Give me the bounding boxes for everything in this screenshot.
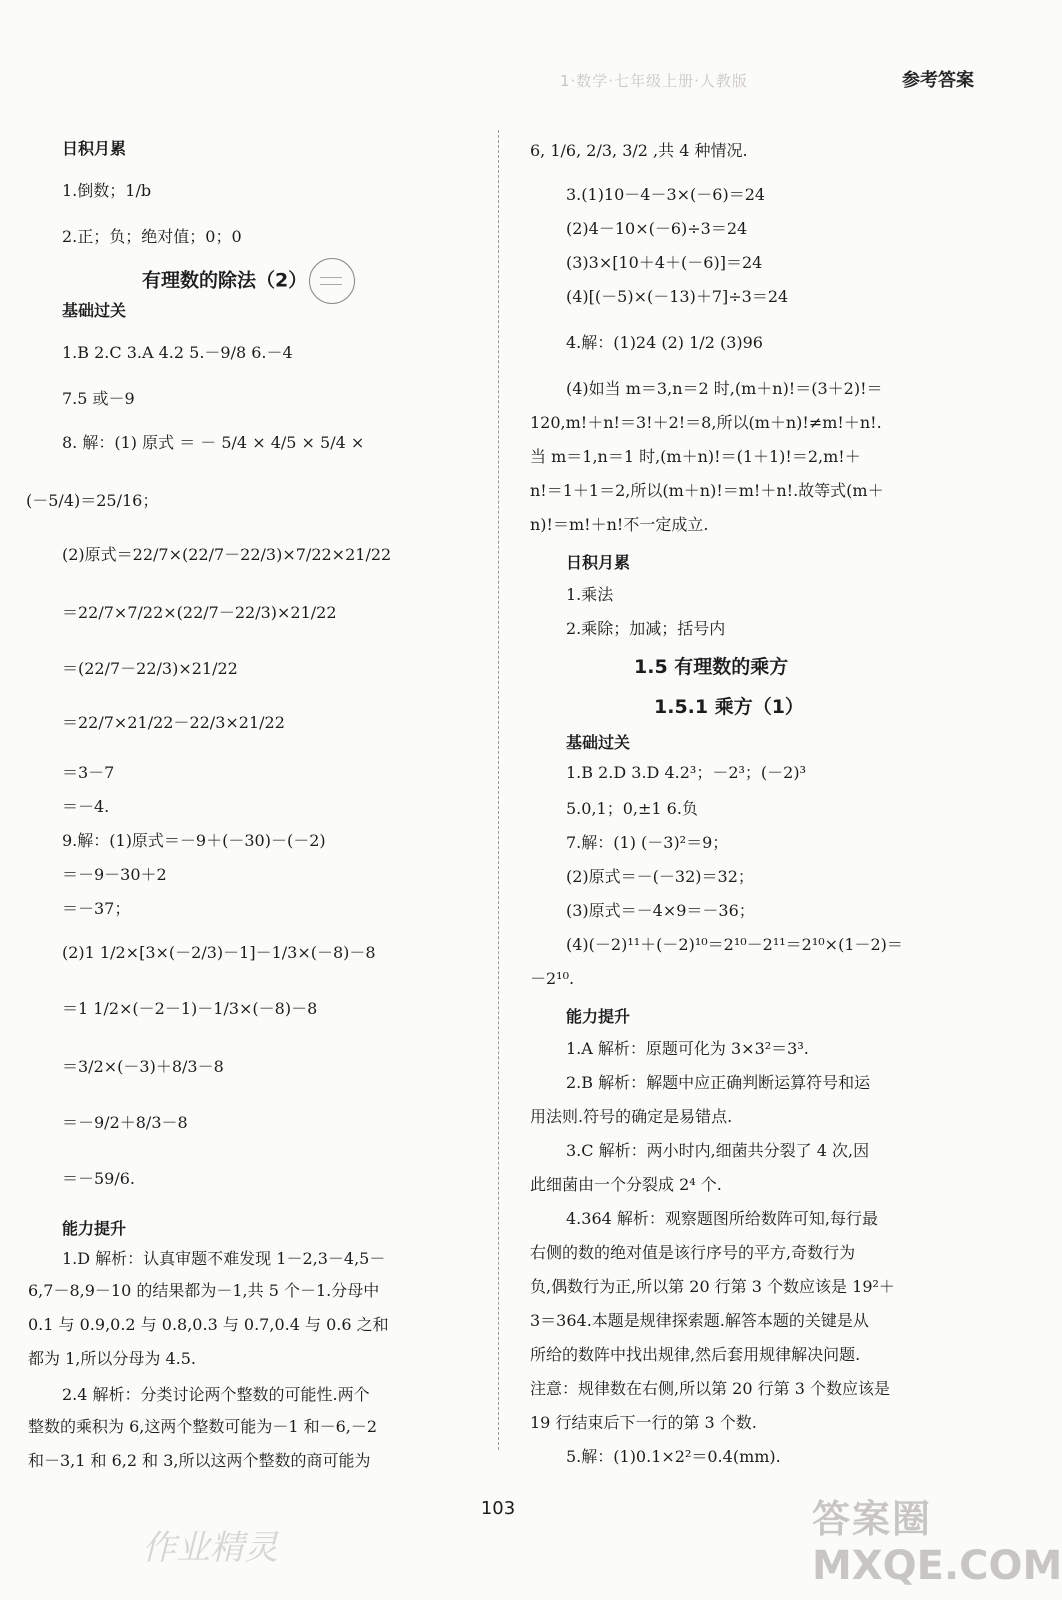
- answer-line: 7.5 或－9: [62, 389, 135, 408]
- answer-line: ＝1 1/2×(－2－1)－1/3×(－8)－8: [62, 999, 318, 1018]
- answer-line: 0.1 与 0.9,0.2 与 0.8,0.3 与 0.7,0.4 与 0.6 之和: [28, 1315, 389, 1334]
- answer-line: ＝－9/2＋8/3－8: [62, 1113, 188, 1132]
- heading-nengli: 能力提升: [62, 1219, 127, 1238]
- answer-line: 注意：规律数在右侧,所以第 20 行第 3 个数应该是: [530, 1379, 890, 1398]
- header-faint-text: 1·数学·七年级上册·人教版: [560, 72, 748, 90]
- answer-line: 1.乘法: [566, 585, 614, 604]
- answer-line: 5.0,1；0,±1 6.负: [566, 799, 698, 818]
- answer-line: 当 m＝1,n＝1 时,(m＋n)!＝(1＋1)!＝2,m!＋: [530, 447, 861, 466]
- answer-line: 2.正；负；绝对值；0；0: [62, 227, 242, 246]
- answer-line: (3)原式＝－4×9＝－36；: [566, 901, 755, 920]
- watermark-text: 作业精灵: [142, 1528, 278, 1568]
- answer-line: 整数的乘积为 6,这两个整数可能为－1 和－6,－2: [28, 1417, 378, 1436]
- answer-line: (4)[(－5)×(－13)＋7]÷3＝24: [566, 287, 789, 306]
- answer-line: n)!＝m!＋n!不一定成立.: [530, 515, 709, 534]
- column-divider: [498, 130, 499, 1450]
- answer-line: 都为 1,所以分母为 4.5.: [28, 1349, 196, 1368]
- section-title: [142, 258, 355, 304]
- answer-line: 2.B 解析：解题中应正确判断运算符号和运: [566, 1073, 871, 1092]
- answer-line: 8. 解：(1) 原式 ＝ － 5/4 × 4/5 × 5/4 ×: [62, 433, 365, 452]
- answer-line: 右侧的数的绝对值是该行序号的平方,奇数行为: [530, 1243, 856, 1262]
- stamp-icon: [309, 258, 355, 304]
- answer-line: (2)4－10×(－6)÷3＝24: [566, 219, 748, 238]
- answer-line: 9.解：(1)原式＝－9＋(－30)－(－2): [62, 831, 326, 850]
- answer-line: ＝22/7×21/22－22/3×21/22: [62, 713, 285, 732]
- subsection-title: 1.5.1 乘方（1）: [654, 696, 804, 718]
- section-title: 1.5 有理数的乘方: [634, 656, 789, 678]
- answer-line: 120,m!＋n!＝3!＋2!＝8,所以(m＋n)!≠m!＋n!.: [530, 413, 882, 432]
- answer-line: 5.解：(1)0.1×2²＝0.4(mm).: [566, 1447, 781, 1466]
- answer-line: 用法则.符号的确定是易错点.: [530, 1107, 733, 1126]
- answer-line: (－5/4)＝25/16；: [26, 491, 159, 510]
- answer-line: 3.(1)10－4－3×(－6)＝24: [566, 185, 766, 204]
- heading-jichu: 基础过关: [62, 301, 127, 320]
- page-header: [0, 66, 996, 90]
- answer-line: (4)如当 m＝3,n＝2 时,(m＋n)!＝(3＋2)!＝: [566, 379, 883, 398]
- answer-line: 和－3,1 和 6,2 和 3,所以这两个整数的商可能为: [28, 1451, 371, 1470]
- answer-line: 3＝364.本题是规律探索题.解答本题的关键是从: [530, 1311, 869, 1330]
- heading-rijiyuelei: 日积月累: [566, 553, 631, 572]
- answer-line: (2)原式＝－(－32)＝32；: [566, 867, 754, 886]
- answer-line: (2)原式＝22/7×(22/7－22/3)×7/22×21/22: [62, 545, 392, 564]
- answer-line: (2)1 1/2×[3×(－2/3)－1]－1/3×(－8)－8: [62, 943, 376, 962]
- answer-line: 4.解：(1)24 (2) 1/2 (3)96: [566, 333, 763, 352]
- answer-line: 6,7－8,9－10 的结果都为－1,共 5 个－1.分母中: [28, 1281, 380, 1300]
- answer-line: ＝－37；: [62, 899, 131, 918]
- watermark-logo-en: MXQE.COM: [812, 1543, 1062, 1589]
- answer-line: 1.B 2.C 3.A 4.2 5.－9/8 6.－4: [62, 343, 293, 362]
- watermark-logo-cn: 答案圈: [812, 1496, 933, 1541]
- answer-line: ＝22/7×7/22×(22/7－22/3)×21/22: [62, 603, 337, 622]
- answer-line: ＝(22/7－22/3)×21/22: [62, 659, 238, 678]
- answer-line: 1.B 2.D 3.D 4.2³；－2³；(－2)³: [566, 763, 807, 782]
- answer-line: ＝3/2×(－3)＋8/3－8: [62, 1057, 224, 1076]
- answer-line: 19 行结束后下一行的第 3 个数.: [530, 1413, 757, 1432]
- answer-line: ＝－4.: [62, 797, 110, 816]
- answer-line: 所给的数阵中找出规律,然后套用规律解决问题.: [530, 1345, 861, 1364]
- answer-line: ＝－9－30＋2: [62, 865, 167, 884]
- heading-nengli: 能力提升: [566, 1007, 631, 1026]
- answer-line: ＝3－7: [62, 763, 115, 782]
- answer-line: 负,偶数行为正,所以第 20 行第 3 个数应该是 19²＋: [530, 1277, 895, 1296]
- answer-line: 6, 1/6, 2/3, 3/2 ,共 4 种情况.: [530, 141, 748, 160]
- header-title: 参考答案: [902, 70, 974, 91]
- answer-line: 3.C 解析：两小时内,细菌共分裂了 4 次,因: [566, 1141, 870, 1160]
- answer-line: 1.A 解析：原题可化为 3×3²＝3³.: [566, 1039, 809, 1058]
- watermark-logo: [812, 1488, 1062, 1589]
- page-number: 103: [480, 1498, 516, 1519]
- answer-line: －2¹⁰.: [530, 969, 575, 988]
- answer-line: 7.解：(1) (－3)²＝9；: [566, 833, 729, 852]
- answer-line: 4.364 解析：观察题图所给数阵可知,每行最: [566, 1209, 878, 1228]
- answer-line: 2.4 解析：分类讨论两个整数的可能性.两个: [62, 1385, 370, 1404]
- answer-line: 2.乘除；加减；括号内: [566, 619, 726, 638]
- answer-line: n!＝1＋1＝2,所以(m＋n)!＝m!＋n!.故等式(m＋: [530, 481, 884, 500]
- answer-line: ＝－59/6.: [62, 1169, 136, 1188]
- heading-jichu: 基础过关: [566, 733, 631, 752]
- answer-line: (3)3×[10＋4＋(－6)]＝24: [566, 253, 763, 272]
- answer-line: 此细菌由一个分裂成 2⁴ 个.: [530, 1175, 722, 1194]
- answer-line: 1.D 解析：认真审题不难发现 1－2,3－4,5－: [62, 1249, 386, 1268]
- heading-rijiyuelei: 日积月累: [62, 139, 127, 158]
- answer-line: (4)(－2)¹¹＋(－2)¹⁰＝2¹⁰－2¹¹＝2¹⁰×(1－2)＝: [566, 935, 903, 954]
- section-title-text: 有理数的除法（2）: [142, 269, 308, 292]
- answer-line: 1.倒数；1/b: [62, 181, 152, 200]
